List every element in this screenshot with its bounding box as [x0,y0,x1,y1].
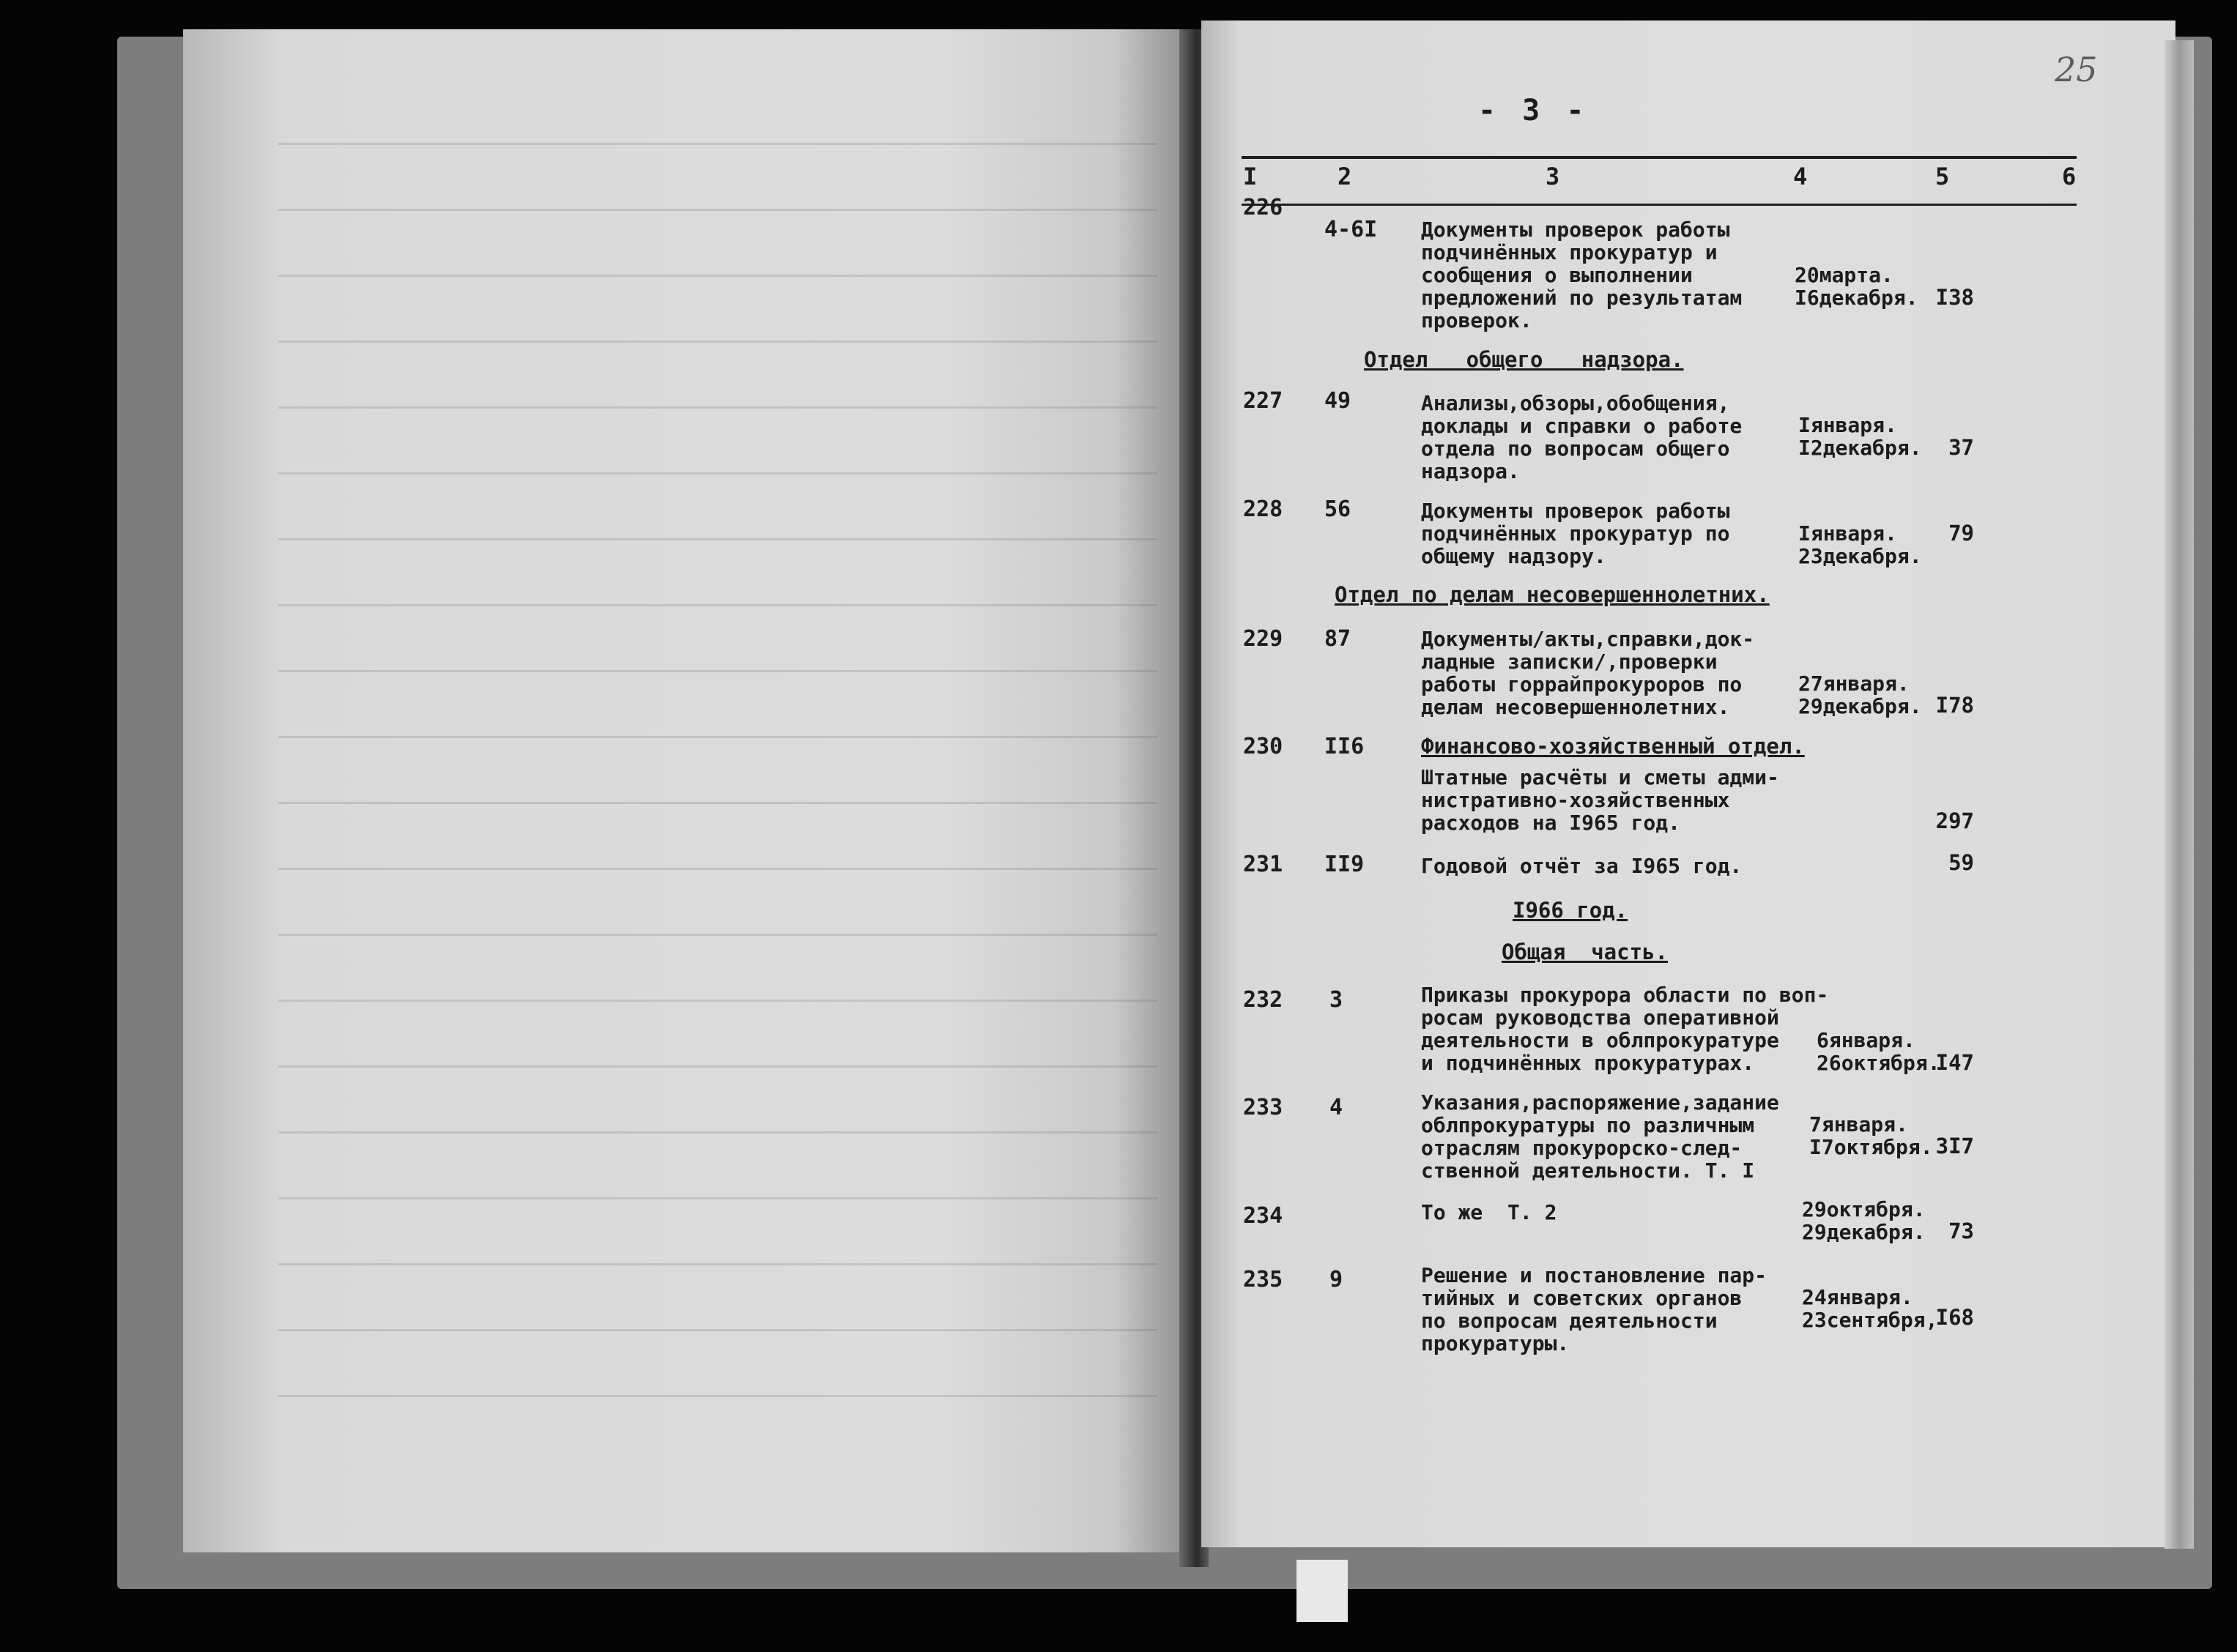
entry-number: 233 [1243,1095,1283,1120]
file-number: 9 [1329,1267,1343,1292]
entry-title: Документы/акты,справки,док- ладные записки/,проверки работы горрайпрокуроров по делам несовершеннолетних. [1421,627,1755,719]
entry-dates: Iянваря. I2декабря. [1798,413,1922,460]
entry-number: 230 [1243,734,1283,759]
entry-title: Решение и постановление пар- тийных и советских органов по вопросам деятельности прокуратуры. [1421,1263,1767,1355]
entry-number: 231 [1243,852,1283,877]
section-heading: Отдел общего надзора. [1364,347,1684,372]
table-header-rule [1242,204,2077,206]
entry-number: 234 [1243,1203,1283,1229]
column-header-6: 6 [2062,163,2077,190]
page-count: 297 [1935,808,1974,833]
entry-dates: Iянваря. 23декабря. [1798,521,1922,568]
entry-number: 229 [1243,626,1283,652]
page-count: 37 [1948,435,1974,460]
page-stack-edge [2164,40,2194,1549]
file-number: 4 [1329,1095,1343,1120]
entry-dates: 20марта. I6декабря. [1795,263,1918,310]
entry-number: 228 [1243,496,1283,522]
column-header-2: 2 [1338,163,1352,190]
file-number: 4-6I [1324,217,1378,242]
entry-dates: 29октября. 29декабря. [1802,1197,1926,1244]
section-heading: Общая часть. [1502,940,1668,964]
entry-dates: 24января. 23сентября, [1802,1285,1938,1332]
column-header-5: 5 [1935,163,1950,190]
page-number: - 3 - [1478,94,1589,127]
page-count: 59 [1948,850,1974,875]
page-count: 79 [1948,521,1974,546]
file-number: 87 [1324,626,1351,652]
entry-dates: 27января. 29декабря. [1798,671,1922,718]
column-header-3: 3 [1546,163,1560,190]
page-count: I38 [1935,285,1974,310]
left-page-bleed-through [278,110,1157,1428]
entry-dates: 6января. 26октября. [1817,1028,1940,1075]
entry-title: Указания,распоряжение,задание облпрокуратуры по различным отраслям прокурорско-след- ственной деятельности. Т. I [1421,1090,1779,1183]
section-heading: Отдел по делам несовершеннолетних. [1335,582,1770,607]
entry-title: Документы проверок работы подчинённых прокуратур по общему надзору. [1421,499,1730,568]
entry-number: 232 [1243,987,1283,1013]
page-count: 73 [1948,1218,1974,1243]
bookmark-tab [1296,1560,1348,1622]
file-number: 49 [1324,388,1351,414]
entry-title: Анализы,обзоры,обобщения, доклады и справки о работе отдела по вопросам общего надзора. [1421,391,1743,483]
section-heading: Финансово-хозяйственный отдел. [1421,734,1805,759]
page-count: I78 [1935,693,1974,718]
handwritten-folio-number: 25 [2055,50,2098,89]
page-count: I47 [1935,1050,1974,1075]
page-count: 3I7 [1935,1134,1974,1158]
column-header-4: 4 [1793,163,1808,190]
entry-title: Документы проверок работы подчинённых прокуратур и сообщения о выполнении предложений по результатам проверок. [1421,217,1743,332]
entry-number: 235 [1243,1267,1283,1292]
section-heading: I966 год. [1513,898,1628,923]
entry-dates: 7января. I7октября. [1809,1112,1933,1159]
table-top-rule [1242,156,2077,159]
entry-number: 226 [1243,195,1283,220]
file-number: II6 [1324,734,1365,759]
entry-title: Штатные расчёты и сметы адми- нистративно-хозяйственных расходов на I965 год. [1421,765,1779,835]
column-header-1: I [1243,163,1258,190]
file-number: II9 [1324,852,1365,877]
entry-title: Приказы прокурора области по росам руководства оперативной деятельности в облпрокуратуре и подчинённых прокуратурах. [1421,983,1779,1075]
page-count: I68 [1935,1305,1974,1330]
entry-title: Годовой отчёт за I965 год. [1421,854,1743,878]
entry-number: 227 [1243,388,1283,414]
entry-title: То же Т. 2 [1421,1200,1557,1224]
file-number: 3 [1329,987,1343,1013]
file-number: 56 [1324,496,1351,522]
